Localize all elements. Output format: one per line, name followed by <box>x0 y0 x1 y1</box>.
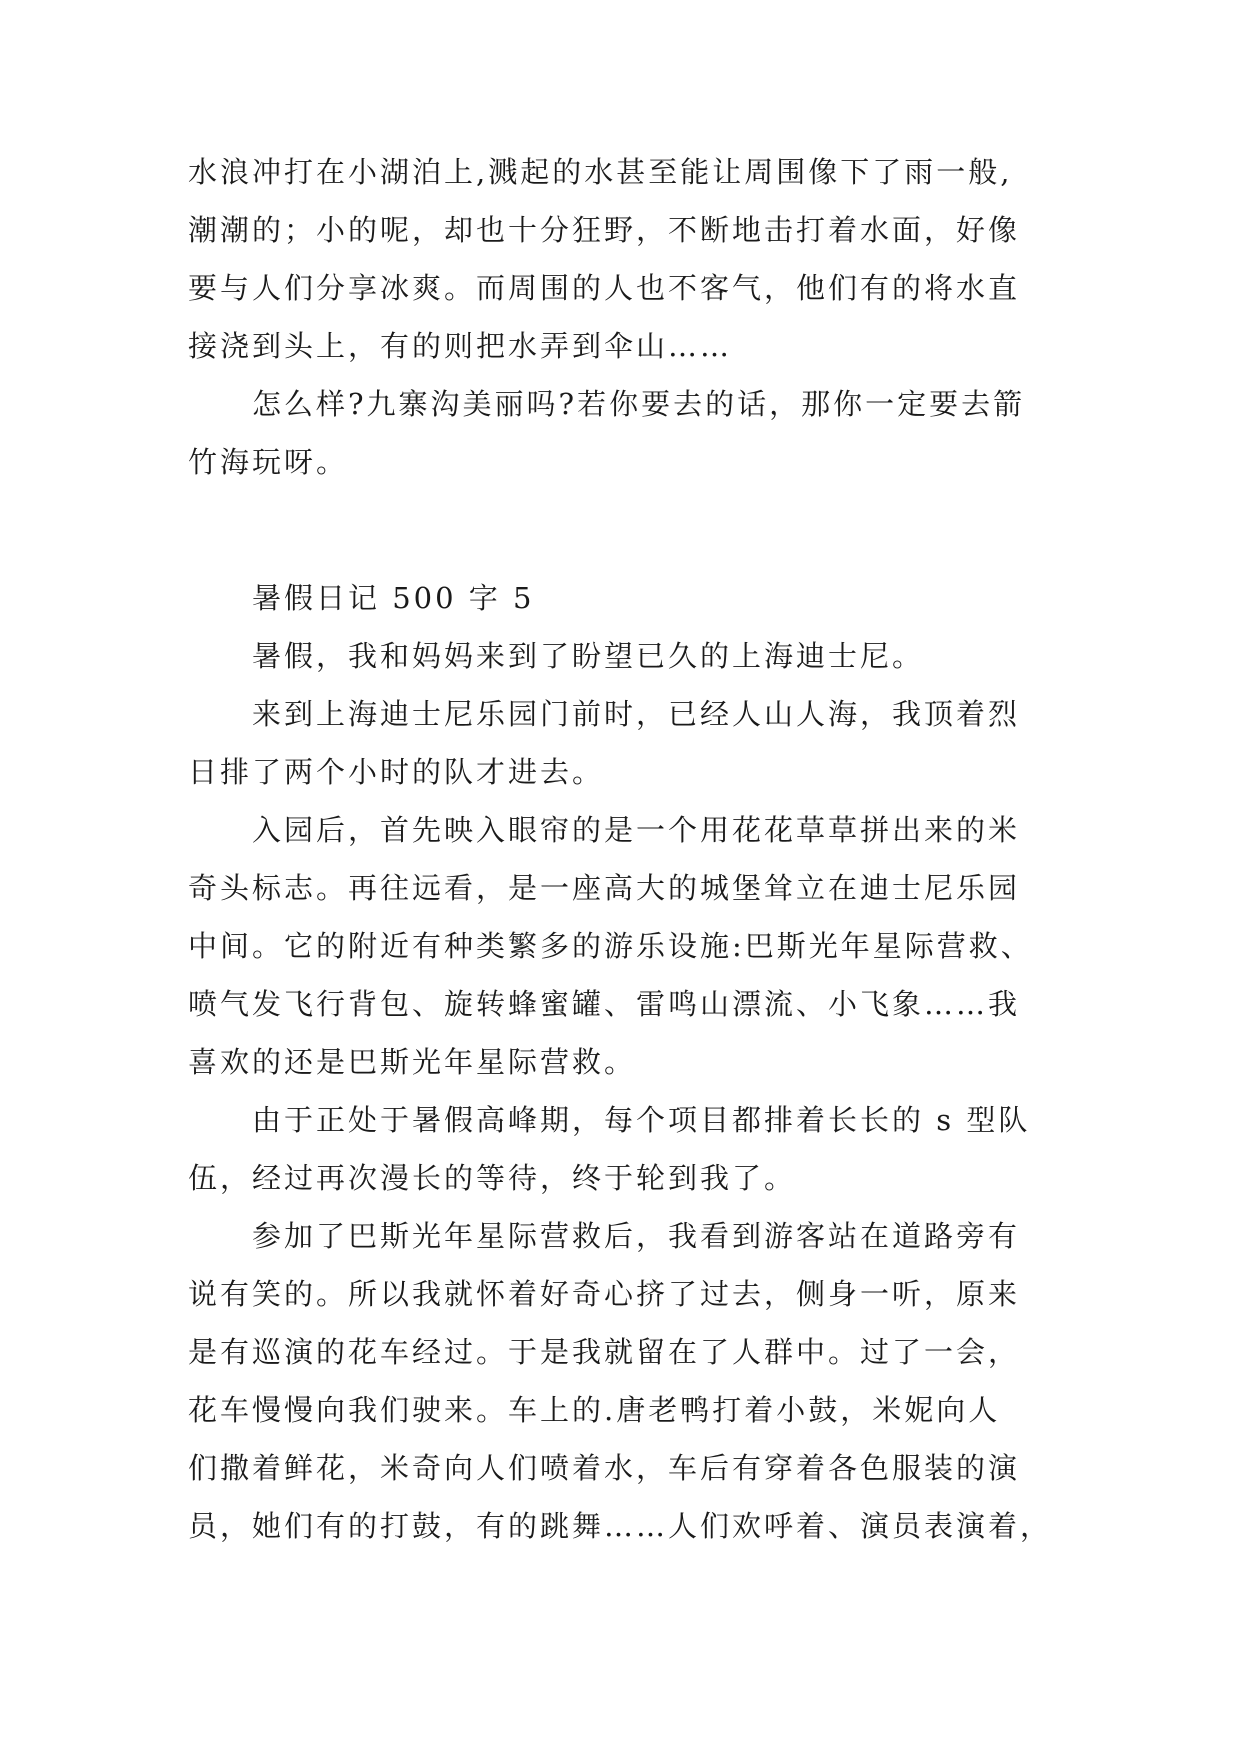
text-line: 要与人们分享冰爽。而周围的人也不客气，他们有的将水直 <box>188 271 1021 305</box>
text-line: 暑假，我和妈妈来到了盼望已久的上海迪士尼。 <box>252 639 925 673</box>
text-line: 怎么样?九寨沟美丽吗?若你要去的话，那你一定要去箭 <box>252 387 1026 421</box>
text-line: 竹海玩呀。 <box>188 445 349 479</box>
text-line: 奇头标志。再往远看，是一座高大的城堡耸立在迪士尼乐园 <box>188 871 1021 905</box>
text-line: 由于正处于暑假高峰期，每个项目都排着长长的 s 型队 <box>252 1103 1031 1137</box>
text-line: 是有巡演的花车经过。于是我就留在了人群中。过了一会， <box>188 1335 1021 1369</box>
text-line: 水浪冲打在小湖泊上,溅起的水甚至能让周围像下了雨一般, <box>188 155 1013 189</box>
section-title: 暑假日记 500 字 5 <box>252 581 535 615</box>
text-line: 喷气发飞行背包、旋转蜂蜜罐、雷鸣山漂流、小飞象……我 <box>188 987 1021 1021</box>
text-line: 中间。它的附近有种类繁多的游乐设施:巴斯光年星际营救、 <box>188 929 1033 963</box>
text-line: 潮潮的；小的呢，却也十分狂野，不断地击打着水面，好像 <box>188 213 1021 247</box>
text-line: 参加了巴斯光年星际营救后，我看到游客站在道路旁有 <box>252 1219 1021 1253</box>
text-line: 日排了两个小时的队才进去。 <box>188 755 605 789</box>
text-line: 入园后，首先映入眼帘的是一个用花花草草拼出来的米 <box>252 813 1021 847</box>
text-line: 来到上海迪士尼乐园门前时，已经人山人海，我顶着烈 <box>252 697 1021 731</box>
text-line: 伍，经过再次漫长的等待，终于轮到我了。 <box>188 1161 797 1195</box>
text-line: 们撒着鲜花，米奇向人们喷着水，车后有穿着各色服装的演 <box>188 1451 1021 1485</box>
text-line: 员，她们有的打鼓，有的跳舞……人们欢呼着、演员表演着， <box>188 1509 1053 1543</box>
text-line: 花车慢慢向我们驶来。车上的.唐老鸭打着小鼓，米妮向人 <box>188 1393 1001 1427</box>
text-line: 喜欢的还是巴斯光年星际营救。 <box>188 1045 637 1079</box>
text-line: 说有笑的。所以我就怀着好奇心挤了过去，侧身一听，原来 <box>188 1277 1021 1311</box>
text-line: 接浇到头上，有的则把水弄到伞山…… <box>188 329 733 363</box>
